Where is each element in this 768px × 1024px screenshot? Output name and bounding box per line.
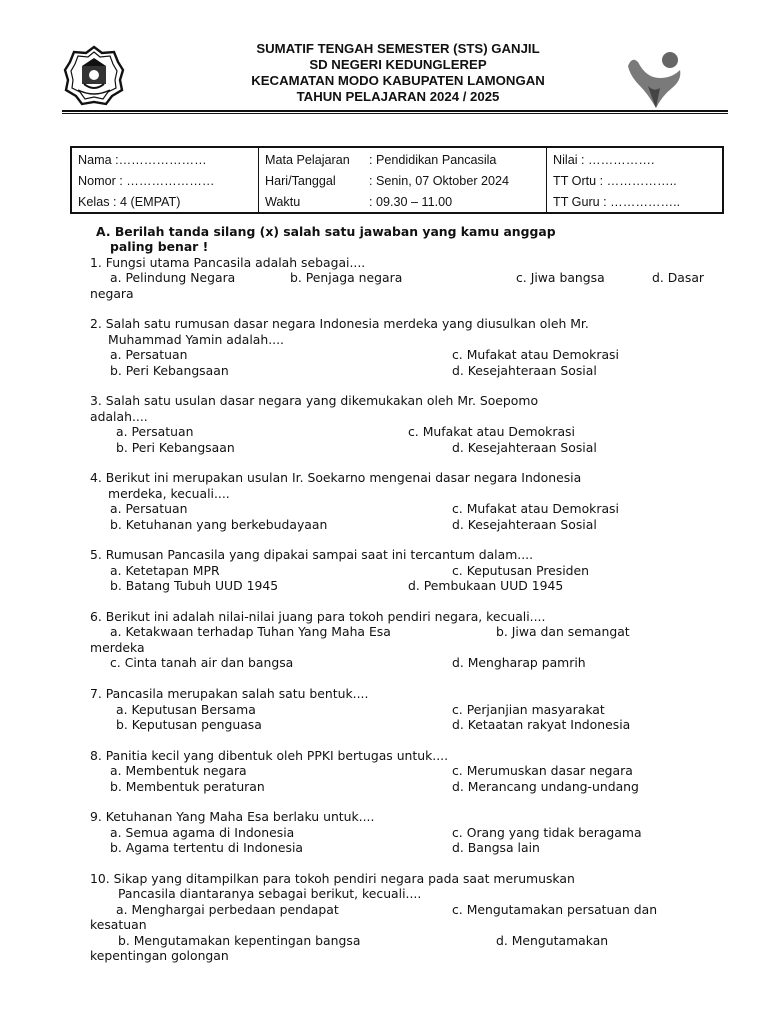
option-b-wrap: merdeka xyxy=(90,639,145,655)
option-row xyxy=(90,717,710,732)
question-10 xyxy=(90,871,710,963)
option-d-wrap: kepentingan golongan xyxy=(90,947,229,963)
option-row xyxy=(90,563,710,578)
option-b[interactable]: b. Peri Kebangsaan xyxy=(116,439,235,455)
option-c[interactable]: c. Mufakat atau Demokrasi xyxy=(452,501,619,517)
option-a[interactable]: a. Pelindung Negara xyxy=(110,270,236,286)
option-a[interactable]: a. Persatuan xyxy=(110,347,188,363)
hari-value: : Senin, 07 Oktober 2024 xyxy=(369,174,510,188)
option-row xyxy=(90,825,710,840)
option-row xyxy=(90,363,710,378)
option-d[interactable]: d. Dasar xyxy=(652,270,705,286)
option-c[interactable]: c. Merumuskan dasar negara xyxy=(452,763,633,779)
question-9 xyxy=(90,809,710,855)
question-6 xyxy=(90,609,710,671)
option-a[interactable]: a. Ketakwaan terhadap Tuhan Yang Maha Esa xyxy=(110,624,391,640)
question-stem: 6. Berikut ini adalah nilai-nilai juang para tokoh pendiri negara, kecuali.... xyxy=(90,609,546,625)
question-3 xyxy=(90,393,710,455)
option-b[interactable]: b. Agama tertentu di Indonesia xyxy=(110,840,304,856)
option-d[interactable]: d. Bangsa lain xyxy=(452,840,540,856)
tut-wuri-figure-icon xyxy=(622,48,688,110)
option-row xyxy=(90,578,710,593)
option-a[interactable]: a. Membentuk negara xyxy=(110,763,247,779)
option-c[interactable]: c. Perjanjian masyarakat xyxy=(452,701,605,717)
question-7 xyxy=(90,686,710,732)
question-stem-cont: Pancasila diantaranya sebagai berikut, kecuali.... xyxy=(118,886,422,902)
option-row xyxy=(90,347,710,362)
option-b[interactable]: b. Ketuhanan yang berkebudayaan xyxy=(110,516,328,532)
question-stem: 9. Ketuhanan Yang Maha Esa berlaku untuk.... xyxy=(90,809,375,825)
field-nomor[interactable]: Nomor : ………………… xyxy=(78,174,215,188)
option-b[interactable]: b. Jiwa dan semangat xyxy=(496,624,630,640)
identity-column-exam xyxy=(258,148,546,212)
option-d[interactable]: d. Pembukaan UUD 1945 xyxy=(408,578,564,594)
field-tt-guru[interactable]: TT Guru : …………….. xyxy=(553,195,681,209)
school-emblem-icon xyxy=(62,44,126,108)
option-row xyxy=(90,779,710,794)
student-identity-table xyxy=(70,146,724,214)
option-b[interactable]: b. Penjaga negara xyxy=(290,270,403,286)
hari-label: Hari/Tanggal xyxy=(265,174,336,188)
header-title: SUMATIF TENGAH SEMESTER (STS) GANJIL xyxy=(256,41,540,56)
option-c[interactable]: c. Orang yang tidak beragama xyxy=(452,824,642,840)
option-c[interactable]: c. Cinta tanah air dan bangsa xyxy=(110,655,294,671)
option-a[interactable]: a. Persatuan xyxy=(116,424,194,440)
option-d[interactable]: d. Ketaatan rakyat Indonesia xyxy=(452,716,631,732)
question-stem: 7. Pancasila merupakan salah satu bentuk.... xyxy=(90,686,369,702)
option-c-wrap: kesatuan xyxy=(90,917,147,933)
option-b[interactable]: b. Mengutamakan kepentingan bangsa xyxy=(118,932,361,948)
identity-column-student xyxy=(72,148,258,212)
question-1 xyxy=(90,255,710,301)
field-nama[interactable]: Nama :………………… xyxy=(78,153,207,167)
question-stem: 3. Salah satu usulan dasar negara yang dikemukakan oleh Mr. Soepomo xyxy=(90,393,539,409)
header-rule-thin xyxy=(62,113,728,114)
question-stem: 4. Berikut ini merupakan usulan Ir. Soekarno mengenai dasar negara Indonesia xyxy=(90,470,582,486)
question-stem: 1. Fungsi utama Pancasila adalah sebagai.... xyxy=(90,254,366,270)
instruction-line-1: A. Berilah tanda silang (x) salah satu jawaban yang kamu anggap xyxy=(96,224,556,239)
question-stem-cont: adalah.... xyxy=(90,408,148,424)
option-d[interactable]: d. Mengharap pamrih xyxy=(452,655,586,671)
option-row xyxy=(90,702,710,717)
option-row xyxy=(90,624,710,639)
option-row xyxy=(90,424,710,439)
option-row xyxy=(90,840,710,855)
option-a[interactable]: a. Persatuan xyxy=(110,501,188,517)
option-row xyxy=(90,902,710,917)
option-a[interactable]: a. Menghargai perbedaan pendapat xyxy=(116,901,339,917)
exam-header xyxy=(150,41,646,105)
option-d[interactable]: d. Kesejahteraan Sosial xyxy=(452,516,597,532)
option-row xyxy=(90,933,710,948)
option-b[interactable]: b. Batang Tubuh UUD 1945 xyxy=(110,578,279,594)
option-c[interactable]: c. Mufakat atau Demokrasi xyxy=(452,347,619,363)
option-row xyxy=(90,517,710,532)
option-row xyxy=(90,270,710,285)
question-stem-cont: Muhammad Yamin adalah.... xyxy=(108,331,284,347)
header-rule-thick xyxy=(62,110,728,112)
identity-column-grading xyxy=(546,148,722,212)
question-4 xyxy=(90,470,710,532)
mapel-label: Mata Pelajaran xyxy=(265,153,350,167)
header-school: SD NEGERI KEDUNGLEREP xyxy=(309,57,487,72)
option-c[interactable]: c. Keputusan Presiden xyxy=(452,562,590,578)
question-section xyxy=(90,224,710,963)
question-stem: 8. Panitia kecil yang dibentuk oleh PPKI bertugas untuk.... xyxy=(90,747,449,763)
option-row xyxy=(90,655,710,670)
question-stem: 5. Rumusan Pancasila yang dipakai sampai saat ini tercantum dalam.... xyxy=(90,547,534,563)
waktu-value: : 09.30 – 11.00 xyxy=(369,195,453,209)
option-a[interactable]: a. Ketetapan MPR xyxy=(110,562,220,578)
question-stem: 10. Sikap yang ditampilkan para tokoh pendiri negara pada saat merumuskan xyxy=(90,870,575,886)
option-b[interactable]: b. Keputusan penguasa xyxy=(116,716,262,732)
field-kelas: Kelas : 4 (EMPAT) xyxy=(78,195,181,209)
option-d[interactable]: d. Mengutamakan xyxy=(496,932,609,948)
option-b[interactable]: b. Membentuk peraturan xyxy=(110,778,265,794)
instruction-line-2: paling benar ! xyxy=(110,239,209,255)
mapel-value: : Pendidikan Pancasila xyxy=(369,153,497,167)
option-d[interactable]: d. Merancang undang-undang xyxy=(452,778,639,794)
option-d[interactable]: d. Kesejahteraan Sosial xyxy=(452,362,597,378)
field-hari-tanggal xyxy=(265,171,540,192)
option-d[interactable]: d. Kesejahteraan Sosial xyxy=(452,439,597,455)
option-a[interactable]: a. Semua agama di Indonesia xyxy=(110,824,295,840)
waktu-label: Waktu xyxy=(265,195,301,209)
field-waktu xyxy=(265,192,540,213)
option-row xyxy=(90,440,710,455)
option-c[interactable]: c. Mengutamakan persatuan dan xyxy=(452,901,658,917)
question-8 xyxy=(90,748,710,794)
question-5 xyxy=(90,547,710,593)
option-b[interactable]: b. Peri Kebangsaan xyxy=(110,362,229,378)
field-mata-pelajaran xyxy=(265,150,540,171)
option-c[interactable]: c. Mufakat atau Demokrasi xyxy=(408,424,575,440)
option-row xyxy=(90,501,710,516)
option-row xyxy=(90,763,710,778)
option-d-wrap: negara xyxy=(90,285,134,301)
question-2 xyxy=(90,316,710,378)
question-stem-cont: merdeka, kecuali.... xyxy=(108,485,230,501)
field-nilai[interactable]: Nilai : ……………. xyxy=(553,153,655,167)
header-district: KECAMATAN MODO KABUPATEN LAMONGAN xyxy=(251,73,545,88)
question-stem: 2. Salah satu rumusan dasar negara Indonesia merdeka yang diusulkan oleh Mr. xyxy=(90,316,589,332)
field-tt-ortu[interactable]: TT Ortu : …………….. xyxy=(553,174,677,188)
option-a[interactable]: a. Keputusan Bersama xyxy=(116,701,256,717)
section-instruction xyxy=(90,224,710,255)
option-c[interactable]: c. Jiwa bangsa xyxy=(516,270,605,286)
header-year: TAHUN PELAJARAN 2024 / 2025 xyxy=(296,89,500,104)
